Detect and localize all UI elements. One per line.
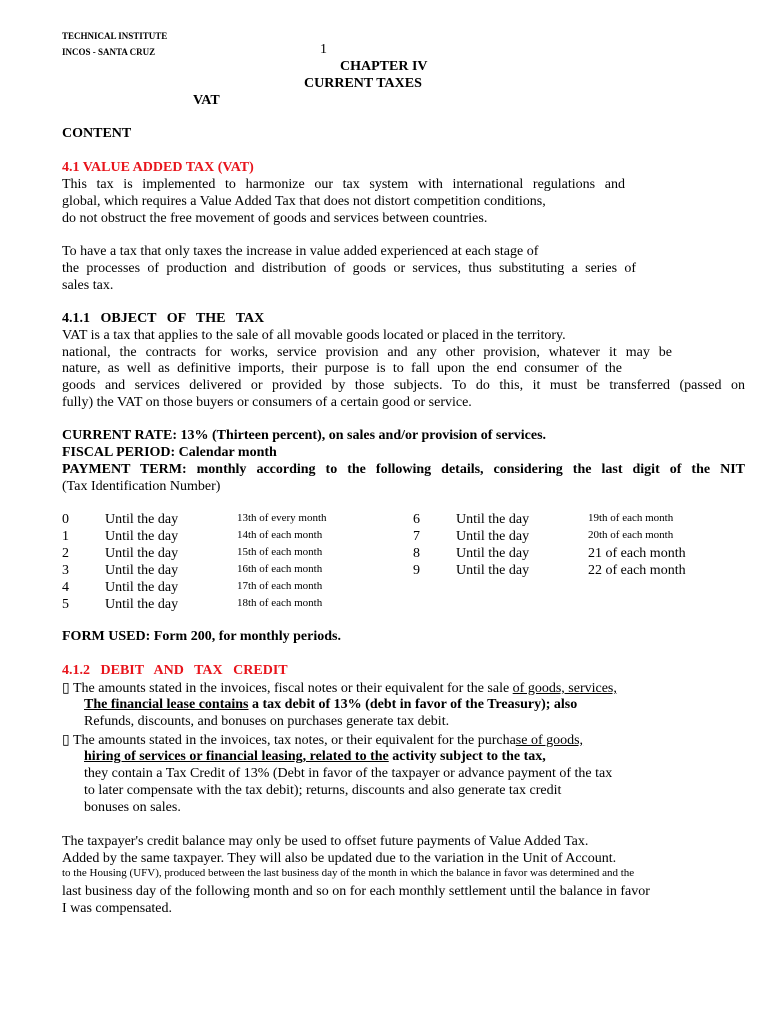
nit-digit: 6 bbox=[413, 512, 420, 527]
chapter-subtitle: CURRENT TAXES bbox=[304, 76, 422, 91]
bullet-text: The amounts stated in the invoices, fiscal notes or their equivalent for the sale bbox=[72, 681, 510, 696]
bullet-2-line-1 bbox=[62, 732, 638, 749]
closing-line: Added by the same taxpayer. They will also be updated due to the variation in the Unit of Account. bbox=[62, 851, 617, 866]
content-heading: CONTENT bbox=[62, 126, 132, 141]
nit-digit: 7 bbox=[413, 529, 420, 544]
until-label: Until the day bbox=[456, 512, 530, 527]
object-line: nature, as well as definitive imports, their purpose is to fall upon the end consumer of the bbox=[62, 361, 622, 376]
until-label: Until the day bbox=[105, 563, 179, 578]
due-date: 13th of every month bbox=[237, 512, 327, 524]
closing-line: I was compensated. bbox=[62, 901, 173, 916]
section-4-1-2-heading: 4.1.2 DEBIT AND TAX CREDIT bbox=[62, 663, 288, 678]
until-label: Until the day bbox=[105, 580, 179, 595]
closing-line: to the Housing (UFV), produced between the last business day of the month in which the balance in favor was determined and the bbox=[62, 867, 635, 879]
object-line: goods and services delivered or provided by those subjects. To do this, it must be transferred (passed on bbox=[62, 378, 745, 393]
closing-line: last business day of the following month and so on for each monthly settlement until the balance in favor bbox=[62, 884, 650, 899]
due-date: 22 of each month bbox=[588, 563, 686, 578]
underlined-text: se of goods, bbox=[515, 733, 584, 748]
nit-digit: 2 bbox=[62, 546, 69, 561]
chapter-title: CHAPTER IV bbox=[340, 59, 428, 74]
underlined-text: The financial lease contains bbox=[84, 697, 249, 712]
bullet-2-line-4: to later compensate with the tax debit); returns, discounts and also generate tax credit bbox=[84, 783, 562, 798]
due-date: 20th of each month bbox=[588, 529, 674, 541]
section-4-1-p1-line: global, which requires a Value Added Tax that does not distort competition conditions, bbox=[62, 194, 546, 209]
until-label: Until the day bbox=[105, 546, 179, 561]
underlined-text: hiring of services or financial leasing, related to the bbox=[84, 749, 389, 764]
due-date: 18th of each month bbox=[237, 597, 323, 609]
due-date: 16th of each month bbox=[237, 563, 323, 575]
form-used: FORM USED: Form 200, for monthly periods. bbox=[62, 629, 341, 644]
closing-line: The taxpayer's credit balance may only be used to offset future payments of Value Added Tax. bbox=[62, 834, 589, 849]
section-4-1-p2-line: To have a tax that only taxes the increase in value added experienced at each stage of bbox=[62, 244, 539, 259]
bullet-1-line-1 bbox=[62, 680, 680, 697]
due-date: 17th of each month bbox=[237, 580, 323, 592]
bullet-2-line-5: bonuses on sales. bbox=[84, 800, 181, 815]
nit-digit: 4 bbox=[62, 580, 69, 595]
section-4-1-p1-line: This tax is implemented to harmonize our tax system with international regulations and bbox=[62, 177, 625, 192]
section-4-1-1-heading: 4.1.1 OBJECT OF THE TAX bbox=[62, 311, 265, 326]
bullet-1-line-2 bbox=[84, 697, 577, 713]
page-number: 1 bbox=[320, 42, 327, 57]
until-label: Until the day bbox=[456, 563, 530, 578]
payment-term-note: (Tax Identification Number) bbox=[62, 479, 221, 494]
bullet-icon: ▯ bbox=[62, 681, 70, 696]
section-4-1-p2-line: sales tax. bbox=[62, 278, 114, 293]
section-4-1-p1-line: do not obstruct the free movement of goods and services between countries. bbox=[62, 211, 488, 226]
object-line: national, the contracts for works, service provision and any other provision, whatever it may be bbox=[62, 345, 672, 360]
bullet-icon: ▯ bbox=[62, 733, 70, 748]
nit-digit: 0 bbox=[62, 512, 69, 527]
bullet-2-line-2 bbox=[84, 749, 546, 765]
until-label: Until the day bbox=[456, 546, 530, 561]
campus-name: INCOS - SANTA CRUZ bbox=[62, 47, 156, 57]
until-label: Until the day bbox=[105, 512, 179, 527]
due-date: 14th of each month bbox=[237, 529, 323, 541]
nit-digit: 8 bbox=[413, 546, 420, 561]
due-date: 19th of each month bbox=[588, 512, 674, 524]
underlined-text: of goods, services, bbox=[512, 681, 617, 696]
until-label: Until the day bbox=[456, 529, 530, 544]
nit-digit: 1 bbox=[62, 529, 69, 544]
vat-title: VAT bbox=[193, 93, 220, 108]
bullet-text: The amounts stated in the invoices, tax notes, or their equivalent for the purcha bbox=[72, 733, 516, 748]
current-rate: CURRENT RATE: 13% (Thirteen percent), on sales and/or provision of services. bbox=[62, 428, 547, 443]
bullet-1-line-3: Refunds, discounts, and bonuses on purchases generate tax debit. bbox=[84, 714, 450, 729]
object-line: fully) the VAT on those buyers or consumers of a certain good or service. bbox=[62, 395, 472, 410]
until-label: Until the day bbox=[105, 529, 179, 544]
nit-digit: 3 bbox=[62, 563, 69, 578]
due-date: 21 of each month bbox=[588, 546, 686, 561]
nit-digit: 9 bbox=[413, 563, 420, 578]
until-label: Until the day bbox=[105, 597, 179, 612]
payment-term: PAYMENT TERM: monthly according to the following details, considering the last digit of the NIT bbox=[62, 462, 745, 477]
bullet-text: activity subject to the tax, bbox=[392, 749, 546, 764]
due-date: 15th of each month bbox=[237, 546, 323, 558]
section-4-1-p2-line: the processes of production and distribution of goods or services, thus substituting a series of bbox=[62, 261, 636, 276]
bullet-text: a tax debit of 13% (debt in favor of the Treasury); also bbox=[252, 697, 578, 712]
object-line: VAT is a tax that applies to the sale of all movable goods located or placed in the territory. bbox=[62, 328, 566, 343]
bullet-2-line-3: they contain a Tax Credit of 13% (Debt in favor of the taxpayer or advance payment of the tax bbox=[84, 766, 613, 781]
fiscal-period: FISCAL PERIOD: Calendar month bbox=[62, 445, 277, 460]
section-4-1-heading: 4.1 VALUE ADDED TAX (VAT) bbox=[62, 160, 254, 175]
nit-digit: 5 bbox=[62, 597, 69, 612]
institute-name: TECHNICAL INSTITUTE bbox=[62, 31, 168, 41]
